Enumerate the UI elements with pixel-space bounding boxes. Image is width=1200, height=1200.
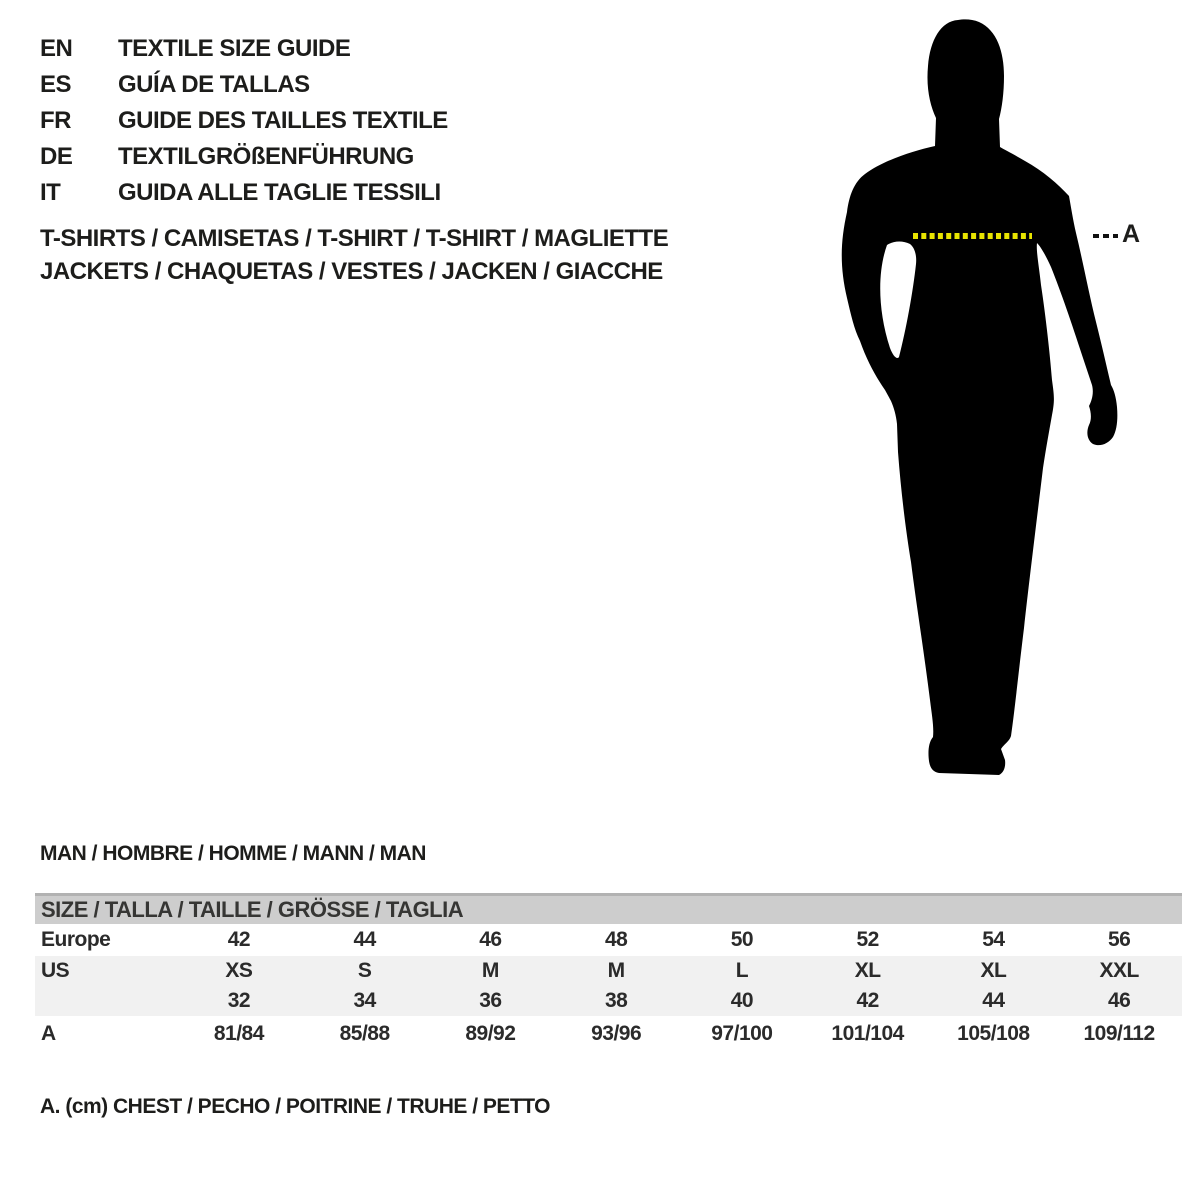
size-cell: 54 [982, 928, 1005, 951]
language-code: DE [40, 143, 73, 170]
row-label: US [41, 959, 70, 982]
measurement-footnote: A. (cm) CHEST / PECHO / POITRINE / TRUHE / PETTO [40, 1095, 551, 1118]
row-label [35, 986, 176, 1016]
size-cell: 101/104 [831, 1022, 904, 1045]
guide-title: GUÍA DE TALLAS [118, 71, 310, 98]
size-cell: 93/96 [591, 1022, 642, 1045]
size-cell: 40 [730, 989, 754, 1012]
size-cell: 34 [353, 989, 376, 1012]
language-code: FR [40, 107, 71, 134]
size-cell: XL [980, 959, 1007, 982]
size-cell: L [735, 959, 749, 982]
size-cell: 81/84 [213, 1022, 264, 1045]
guide-title: TEXTILE SIZE GUIDE [118, 35, 351, 62]
guide-title: TEXTILGRÖßENFÜHRUNG [118, 143, 414, 170]
size-cell: 32 [227, 989, 251, 1012]
row-label: A [41, 1022, 56, 1045]
size-cell: 89/92 [465, 1022, 516, 1045]
size-cell: 48 [604, 928, 628, 951]
size-cell: 36 [479, 989, 502, 1012]
size-table-header: SIZE / TALLA / TAILLE / GRÖSSE / TAGLIA [35, 893, 1182, 924]
size-cell: XS [225, 959, 253, 982]
language-code: EN [40, 35, 73, 62]
size-cell: XL [854, 959, 881, 982]
size-cell: 42 [856, 989, 879, 1012]
man-silhouette-icon [842, 19, 1118, 775]
section-heading-man: MAN / HOMBRE / HOMME / MANN / MAN [40, 842, 426, 865]
language-code: ES [40, 71, 72, 98]
measurement-label-a: A [1122, 220, 1140, 248]
size-cell: 50 [730, 928, 754, 951]
row-label: Europe [41, 928, 111, 951]
category-line-jackets: JACKETS / CHAQUETAS / VESTES / JACKEN / GIACCHE [40, 258, 663, 285]
size-table [35, 924, 1182, 1052]
size-cell: 46 [479, 928, 502, 951]
size-cell: M [481, 959, 499, 982]
size-cell: 42 [227, 928, 251, 951]
size-cell: XXL [1099, 959, 1139, 982]
size-cell: 85/88 [339, 1022, 390, 1045]
size-cell: 52 [856, 928, 879, 951]
size-cell: 56 [1107, 928, 1131, 951]
size-cell: S [357, 959, 372, 982]
table-row-europe [35, 924, 1182, 956]
size-cell: 105/108 [957, 1022, 1030, 1045]
size-cell: 46 [1107, 989, 1131, 1012]
table-row-us [35, 956, 1182, 986]
guide-title: GUIDA ALLE TAGLIE TESSILI [118, 179, 441, 206]
size-cell: 44 [982, 989, 1005, 1012]
size-table-section [35, 893, 1182, 1052]
guide-title: GUIDE DES TAILLES TEXTILE [118, 107, 448, 134]
size-cell: M [607, 959, 625, 982]
category-line-tshirts: T-SHIRTS / CAMISETAS / T-SHIRT / T-SHIRT / MAGLIETTE [40, 225, 669, 252]
size-cell: 109/112 [1083, 1022, 1155, 1045]
size-cell: 38 [604, 989, 628, 1012]
language-code: IT [40, 179, 61, 206]
size-cell: 44 [353, 928, 376, 951]
table-row-chest [35, 1016, 1182, 1052]
size-cell: 97/100 [711, 1022, 773, 1045]
table-row-numeric [35, 986, 1182, 1016]
